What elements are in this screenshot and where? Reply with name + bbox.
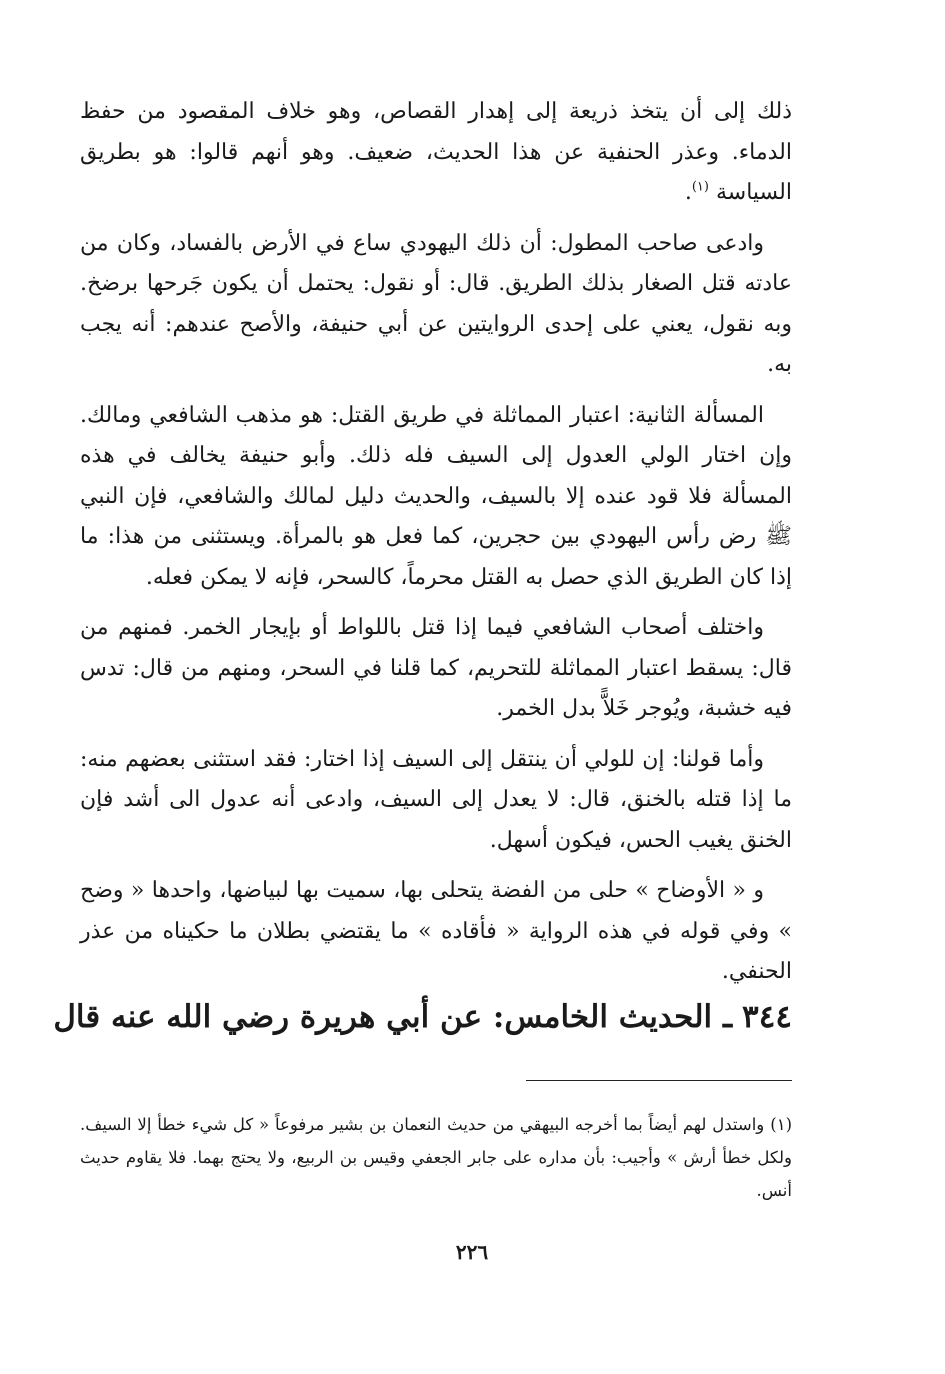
hadith-heading-text: ـ الحديث الخامس: عن أبي هريرة رضي الله عنه قال (53, 999, 733, 1035)
paragraph-1 (80, 92, 792, 214)
page-number: ٢٢٦ (455, 1240, 489, 1264)
paragraph-6: و « الأوضاح » حلى من الفضة يتحلى بها، سميت بها لبياضها، واحدها « وضح » وفي قوله في هذه الرواية « فأقاده » ما يقتضي بطلان ما حكيناه من عذر الحنفي. (80, 878, 792, 984)
paragraph-2: وادعى صاحب المطول: أن ذلك اليهودي ساع في الأرض بالفساد، وكان من عادته قتل الصغار بذلك الطريق. قال: أو نقول: يحتمل أن يكون جَرحها برضخ. وبه نقول، يعني على إحدى الروايتين عن أبي حنيفة، والأصح عندهم: أنه يجب به. (80, 230, 792, 377)
paragraph-3: المسألة الثانية: اعتبار المماثلة في طريق القتل: هو مذهب الشافعي ومالك. وإن اختار الولي العدول إلى السيف فله ذلك. وأبو حنيفة يخالف في هذه المسألة فلا قود عنده إلا بالسيف، والحديث دليل لمالك والشافعي، فإن النبي ﷺ رض رأس اليهودي بين حجرين، كما فعل هو بالمرأة. ويستثنى من هذا: ما إذا كان الطريق الذي حصل به القتل محرماً، كالسحر، فإنه لا يمكن فعله. (80, 402, 793, 590)
paragraph-1-trailing: . (684, 180, 692, 205)
main-text (80, 92, 792, 1003)
paragraph-4: واختلف أصحاب الشافعي فيما إذا قتل باللواط أو بإيجار الخمر. فمنهم من قال: يسقط اعتبار المماثلة للتحريم، كما قلنا في السحر، ومنهم من قال: تدس فيه خشبة، ويُوجر خَلاًّ بدل الخمر. (80, 615, 792, 721)
footnote-divider (526, 1080, 792, 1081)
hadith-heading (53, 992, 792, 1042)
paragraph-1-text: ذلك إلى أن يتخذ ذريعة إلى إهدار القصاص، وهو خلاف المقصود من حفظ الدماء. وعذر الحنفية عن هذا الحديث، ضعيف. وهو أنهم قالوا: هو بطريق السياسة (80, 99, 792, 205)
footnote-1-text: واستدل لهم أيضاً بما أخرجه البيهقي من حديث النعمان بن بشير مرفوعاً « كل شيء خطأ إلا السيف. ولكل خطأ أرش » وأجيب: بأن مداره على جابر الجعفي وقيس بن الربيع، ولا يحتج بهما. فلا يقاوم حديث أنس. (80, 1115, 792, 1200)
footnote-ref-1[interactable]: (١) (691, 179, 709, 195)
footnote-1 (80, 1108, 792, 1207)
paragraph-5: وأما قولنا: إن للولي أن ينتقل إلى السيف إذا اختار: فقد استثنى بعضهم منه: ما إذا قتله بالخنق، قال: لا يعدل إلى السيف، وادعى أنه عدول الى أشد فإن الخنق يغيب الحس، فيكون أسهل. (80, 746, 792, 853)
footnote-1-marker: (١) (770, 1115, 792, 1134)
hadith-number: ٣٤٤ (742, 999, 792, 1035)
footnotes (80, 1108, 792, 1207)
